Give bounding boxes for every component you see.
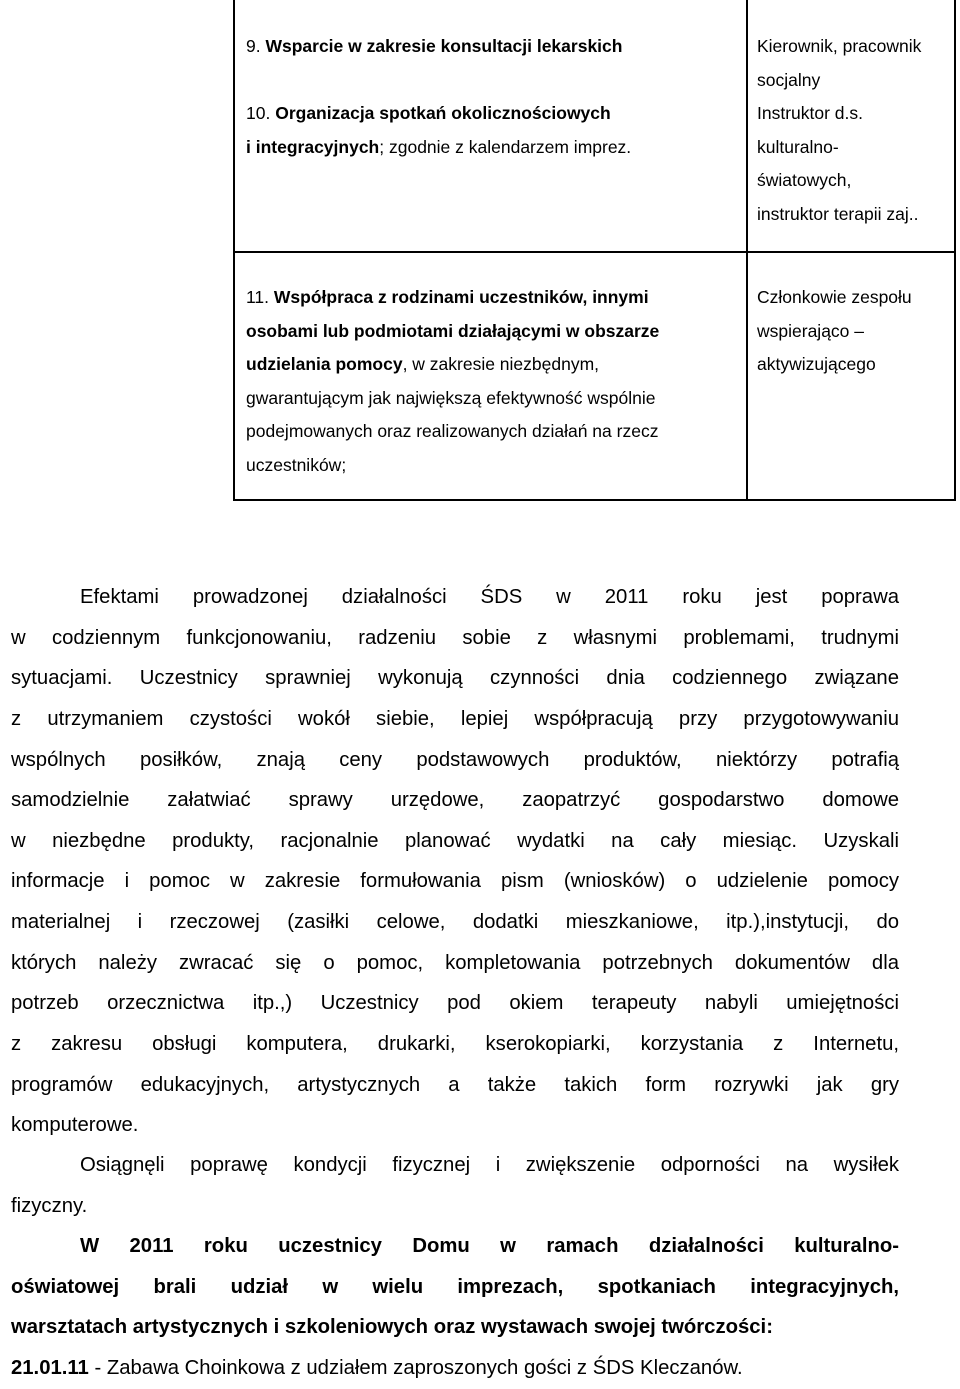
paragraph-line: W 2011 roku uczestnicy Domu w ramach działalności kulturalno- — [80, 1235, 899, 1257]
task-text: 11. — [246, 287, 274, 307]
table-border-bottom — [233, 499, 956, 501]
paragraph-line: oświatowej brali udział w wielu imprezach, spotkaniach integracyjnych, — [11, 1275, 899, 1298]
responsible-line: instruktor terapii zaj.. — [757, 203, 919, 224]
task-text: Organizacja spotkań okolicznościowych — [275, 103, 611, 123]
task-line — [246, 315, 659, 349]
task-line — [246, 97, 631, 131]
task-text: 9. — [246, 36, 266, 56]
task-text: udzielania pomocy — [246, 354, 403, 374]
task-line — [246, 449, 659, 483]
paragraph-line: informacje i pomoc w zakresie formułowania pism (wniosków) o udzielenie pomocy — [11, 870, 899, 893]
task-text: osobami lub podmiotami działającymi w obszarze — [246, 320, 660, 341]
table-row-2-responsible — [757, 281, 912, 382]
paragraph-line: Osiągnęli poprawę kondycji fizycznej i zwiększenie odporności na wysiłek — [80, 1154, 899, 1176]
responsible-line: kulturalno- — [757, 136, 839, 157]
responsible-line: wspierająco – — [757, 320, 864, 341]
responsible-line: światowych, — [757, 170, 852, 190]
table-row-1-responsible — [757, 30, 921, 231]
paragraph-line: w niezbędne produkty, racjonalnie planować wydatki na cały miesiąc. Uzyskali — [11, 829, 899, 852]
paragraph-line: w codziennym funkcjonowaniu, radzeniu sobie z własnymi problemami, trudnymi — [11, 626, 899, 649]
table-row-2-task — [246, 281, 659, 482]
paragraph-line: programów edukacyjnych, artystycznych a także takich form rozrywki jak gry — [11, 1073, 899, 1096]
results-paragraph — [11, 577, 899, 1146]
task-line — [246, 30, 631, 64]
paragraph-line: Efektami prowadzonej działalności ŚDS w 2011 roku jest poprawa — [80, 586, 899, 608]
paragraph-line: z utrzymaniem czystości wokół siebie, lepiej współpracują przy przygotowywaniu — [11, 707, 899, 730]
paragraph-line — [11, 1348, 899, 1389]
paragraph-line: fizyczny. — [11, 1194, 88, 1217]
table-row-1-task — [246, 30, 631, 164]
responsible-line: Członkowie zespołu — [757, 287, 912, 307]
tasks-table — [233, 0, 956, 501]
task-text: gwarantującym jak największą efektywność wspólnie — [246, 387, 656, 408]
task-text: ; zgodnie z kalendarzem imprez. — [379, 136, 632, 157]
paragraph-line: wspólnych posiłków, znają ceny podstawowych produktów, niektórzy potrafią — [11, 748, 899, 771]
responsible-line: Instruktor d.s. — [757, 103, 864, 123]
task-text: i integracyjnych — [246, 136, 380, 157]
responsible-line: socjalny — [757, 69, 821, 90]
paragraph-line: materialnej i rzeczowej (zasiłki celowe, dodatki mieszkaniowe, itp.),instytucji, do — [11, 911, 899, 934]
responsible-line: aktywizującego — [757, 354, 876, 374]
paragraph-line: samodzielnie załatwiać sprawy urzędowe, zaopatrzyć gospodarstwo domowe — [11, 789, 899, 812]
fitness-paragraph — [11, 1145, 899, 1226]
event-date: 21.01.11 — [11, 1357, 89, 1379]
paragraph-line: sytuacjami. Uczestnicy sprawniej wykonują czynności dnia codziennego związane — [11, 667, 899, 690]
task-line — [246, 64, 631, 98]
task-text: Współpraca z rodzinami uczestników, innymi — [273, 287, 649, 307]
paragraph-line: potrzeb orzecznictwa itp.,) Uczestnicy pod okiem terapeuty nabyli umiejętności — [11, 992, 899, 1015]
task-line — [246, 348, 659, 382]
task-line — [246, 382, 659, 416]
task-line — [246, 131, 631, 165]
table-row-divider — [233, 251, 956, 253]
event-description: - Zabawa Choinkowa z udziałem zaproszonych gości z ŚDS Kleczanów. — [88, 1357, 743, 1379]
task-text: 10. — [246, 103, 276, 123]
task-line — [246, 415, 659, 449]
paragraph-line: z zakresu obsługi komputera, drukarki, kserokopiarki, korzystania z Internetu, — [11, 1033, 899, 1056]
events-intro-paragraph — [11, 1226, 899, 1348]
task-text: uczestników; — [246, 454, 347, 475]
responsible-line: Kierownik, pracownik — [757, 36, 922, 56]
task-text: Wsparcie w zakresie konsultacji lekarskich — [265, 36, 623, 56]
paragraph-line: warsztatach artystycznych i szkoleniowych oraz wystawach swojej twórczości: — [11, 1316, 773, 1339]
task-line — [246, 281, 659, 315]
task-text: podejmowanych oraz realizowanych działań na rzecz — [246, 421, 659, 441]
paragraph-line: komputerowe. — [11, 1114, 139, 1137]
task-text: , w zakresie niezbędnym, — [402, 354, 600, 374]
paragraph-line: których należy zwracać się o pomoc, kompletowania potrzebnych dokumentów dla — [11, 951, 899, 974]
event-entry — [11, 1348, 899, 1389]
